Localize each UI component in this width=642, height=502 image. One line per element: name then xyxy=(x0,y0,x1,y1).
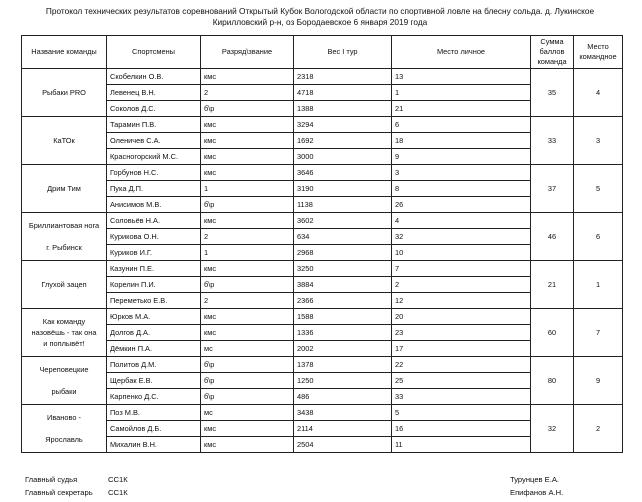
athlete-name: Пука Д.П. xyxy=(107,181,201,197)
athlete-place: 10 xyxy=(392,245,531,261)
athlete-rank: кмс xyxy=(201,261,294,277)
team-name-line: г. Рыбинск xyxy=(46,243,82,252)
athlete-place: 7 xyxy=(392,261,531,277)
team-sum: 80 xyxy=(531,357,574,405)
athlete-name: Левенец В.Н. xyxy=(107,85,201,101)
team-name-cell xyxy=(22,405,107,453)
athlete-place: 8 xyxy=(392,181,531,197)
team-place: 1 xyxy=(574,261,623,309)
title-line-2: Кирилловский р-н, оз Бородаевское 6 января 2019 года xyxy=(212,17,428,27)
athlete-place: 11 xyxy=(392,437,531,453)
athlete-name: Скобелкин О.В. xyxy=(107,69,201,85)
judge-category: СС1К xyxy=(108,475,128,484)
header-row xyxy=(22,36,623,69)
athlete-name: Красногорский М.С. xyxy=(107,149,201,165)
athlete-place: 23 xyxy=(392,325,531,341)
athlete-place: 18 xyxy=(392,133,531,149)
team-name-line: Череповецкие xyxy=(39,365,89,374)
athlete-weight: 3000 xyxy=(294,149,392,165)
athlete-rank: 1 xyxy=(201,181,294,197)
athlete-weight: 2366 xyxy=(294,293,392,309)
team-name-line: рыбаки xyxy=(51,387,77,396)
results-table xyxy=(21,35,623,453)
team-sum: 60 xyxy=(531,309,574,357)
athlete-place: 2 xyxy=(392,277,531,293)
athlete-place: 12 xyxy=(392,293,531,309)
protocol-title xyxy=(40,6,600,28)
athlete-weight: 3646 xyxy=(294,165,392,181)
athlete-place: 1 xyxy=(392,85,531,101)
athlete-name: Дёмкин П.А. xyxy=(107,341,201,357)
header-sum: Сумма баллов команда xyxy=(531,36,574,69)
team-name-cell xyxy=(22,213,107,261)
team-name-line: Дрим Тим xyxy=(47,184,81,193)
team-place: 6 xyxy=(574,213,623,261)
athlete-weight: 1692 xyxy=(294,133,392,149)
athlete-rank: 1 xyxy=(201,245,294,261)
athlete-name: Долгов Д.А. xyxy=(107,325,201,341)
athlete-weight: 1388 xyxy=(294,101,392,117)
athlete-rank: мс xyxy=(201,341,294,357)
athlete-rank: кмс xyxy=(201,149,294,165)
athlete-weight: 3602 xyxy=(294,213,392,229)
athlete-place: 25 xyxy=(392,373,531,389)
results-body xyxy=(22,69,623,453)
athlete-weight: 2504 xyxy=(294,437,392,453)
athlete-weight: 3190 xyxy=(294,181,392,197)
athlete-rank: кмс xyxy=(201,133,294,149)
header-weight: Вес I тур xyxy=(294,36,392,69)
table-row xyxy=(22,69,623,85)
athlete-weight: 486 xyxy=(294,389,392,405)
team-name-line: Глухой зацеп xyxy=(41,280,87,289)
athlete-weight: 1138 xyxy=(294,197,392,213)
team-sum: 35 xyxy=(531,69,574,117)
athlete-rank: кмс xyxy=(201,421,294,437)
team-name-line: КаТОк xyxy=(53,136,75,145)
athlete-weight: 2002 xyxy=(294,341,392,357)
header-place-personal: Место личное xyxy=(392,36,531,69)
team-sum: 21 xyxy=(531,261,574,309)
athlete-place: 3 xyxy=(392,165,531,181)
athlete-rank: кмс xyxy=(201,69,294,85)
athlete-weight: 1378 xyxy=(294,357,392,373)
athlete-name: Михалин В.Н. xyxy=(107,437,201,453)
athlete-weight: 1588 xyxy=(294,309,392,325)
secretary-label: Главный секретарь xyxy=(25,488,93,497)
athlete-rank: б\р xyxy=(201,357,294,373)
athlete-rank: б\р xyxy=(201,389,294,405)
athlete-rank: 2 xyxy=(201,85,294,101)
athlete-name: Политов Д.М. xyxy=(107,357,201,373)
table-row xyxy=(22,309,623,325)
team-name-cell xyxy=(22,117,107,165)
athlete-place: 4 xyxy=(392,213,531,229)
team-name-line xyxy=(25,231,103,242)
team-name-line xyxy=(25,375,103,386)
athlete-rank: мс xyxy=(201,405,294,421)
team-sum: 46 xyxy=(531,213,574,261)
athlete-name: Самойлов Д.Б. xyxy=(107,421,201,437)
header-team-place: Место командное xyxy=(574,36,623,69)
athlete-rank: кмс xyxy=(201,165,294,181)
athlete-place: 9 xyxy=(392,149,531,165)
athlete-place: 26 xyxy=(392,197,531,213)
athlete-name: Соловьёв Н.А. xyxy=(107,213,201,229)
team-name-line: Иваново - xyxy=(47,413,81,422)
athlete-place: 22 xyxy=(392,357,531,373)
team-name-line: и поплывёт! xyxy=(43,339,85,348)
table-row xyxy=(22,117,623,133)
athlete-name: Курикова О.Н. xyxy=(107,229,201,245)
athlete-place: 6 xyxy=(392,117,531,133)
athlete-place: 5 xyxy=(392,405,531,421)
athlete-rank: б\р xyxy=(201,197,294,213)
team-name-cell xyxy=(22,261,107,309)
team-place: 5 xyxy=(574,165,623,213)
athlete-place: 20 xyxy=(392,309,531,325)
athlete-name: Тарамин П.В. xyxy=(107,117,201,133)
athlete-rank: кмс xyxy=(201,325,294,341)
athlete-weight: 1250 xyxy=(294,373,392,389)
athlete-rank: кмс xyxy=(201,309,294,325)
athlete-name: Переметько Е.В. xyxy=(107,293,201,309)
team-place: 9 xyxy=(574,357,623,405)
athlete-place: 33 xyxy=(392,389,531,405)
team-name-line: назовёшь - так она xyxy=(31,328,97,337)
athlete-weight: 634 xyxy=(294,229,392,245)
athlete-rank: кмс xyxy=(201,213,294,229)
athlete-rank: 2 xyxy=(201,293,294,309)
athlete-name: Корелин П.И. xyxy=(107,277,201,293)
team-name-line xyxy=(25,423,103,434)
athlete-name: Горбунов Н.С. xyxy=(107,165,201,181)
athlete-name: Куриков И.Г. xyxy=(107,245,201,261)
team-name-cell xyxy=(22,357,107,405)
secretary-category: СС1К xyxy=(108,488,128,497)
header-athletes: Спортсмены xyxy=(107,36,201,69)
secretary-name: Епифанов А.Н. xyxy=(510,488,564,497)
athlete-rank: 2 xyxy=(201,229,294,245)
athlete-place: 16 xyxy=(392,421,531,437)
title-line-1: Протокол технических результатов соревнований Открытый Кубок Вологодской области по спортивной ловле на блесну сольда. д. Лукинское xyxy=(45,6,595,16)
athlete-name: Оленичев С.А. xyxy=(107,133,201,149)
athlete-weight: 4718 xyxy=(294,85,392,101)
athlete-name: Поз М.В. xyxy=(107,405,201,421)
header-rank: Разряд\звание xyxy=(201,36,294,69)
team-name-cell xyxy=(22,69,107,117)
athlete-rank: б\р xyxy=(201,277,294,293)
team-name-cell xyxy=(22,309,107,357)
judge-name: Турунцев Е.А. xyxy=(510,475,560,484)
team-name-line: Как команду xyxy=(42,317,86,326)
header-team: Название команды xyxy=(22,36,107,69)
team-sum: 37 xyxy=(531,165,574,213)
team-place: 7 xyxy=(574,309,623,357)
team-place: 4 xyxy=(574,69,623,117)
table-row xyxy=(22,357,623,373)
athlete-name: Щербак Е.В. xyxy=(107,373,201,389)
team-sum: 32 xyxy=(531,405,574,453)
athlete-weight: 3294 xyxy=(294,117,392,133)
athlete-place: 32 xyxy=(392,229,531,245)
athlete-name: Юрков М.А. xyxy=(107,309,201,325)
table-row xyxy=(22,213,623,229)
team-sum: 33 xyxy=(531,117,574,165)
team-name-line: Бриллиантовая нога xyxy=(28,221,100,230)
athlete-weight: 3438 xyxy=(294,405,392,421)
athlete-place: 21 xyxy=(392,101,531,117)
athlete-rank: кмс xyxy=(201,117,294,133)
athlete-place: 13 xyxy=(392,69,531,85)
athlete-weight: 3884 xyxy=(294,277,392,293)
athlete-rank: б\р xyxy=(201,101,294,117)
table-row xyxy=(22,261,623,277)
athlete-weight: 2114 xyxy=(294,421,392,437)
team-name-line: Ярославль xyxy=(45,435,83,444)
judge-label: Главный судья xyxy=(25,475,78,484)
team-name-line: Рыбаки PRO xyxy=(42,88,86,97)
table-row xyxy=(22,405,623,421)
athlete-name: Анисимов М.В. xyxy=(107,197,201,213)
athlete-place: 17 xyxy=(392,341,531,357)
athlete-weight: 1336 xyxy=(294,325,392,341)
team-name-cell xyxy=(22,165,107,213)
athlete-name: Карпенко Д.С. xyxy=(107,389,201,405)
athlete-name: Казунин П.Е. xyxy=(107,261,201,277)
athlete-rank: кмс xyxy=(201,437,294,453)
athlete-weight: 3250 xyxy=(294,261,392,277)
athlete-name: Соколов Д.С. xyxy=(107,101,201,117)
team-place: 3 xyxy=(574,117,623,165)
team-place: 2 xyxy=(574,405,623,453)
athlete-rank: б\р xyxy=(201,373,294,389)
athlete-weight: 2318 xyxy=(294,69,392,85)
athlete-weight: 2968 xyxy=(294,245,392,261)
table-row xyxy=(22,165,623,181)
